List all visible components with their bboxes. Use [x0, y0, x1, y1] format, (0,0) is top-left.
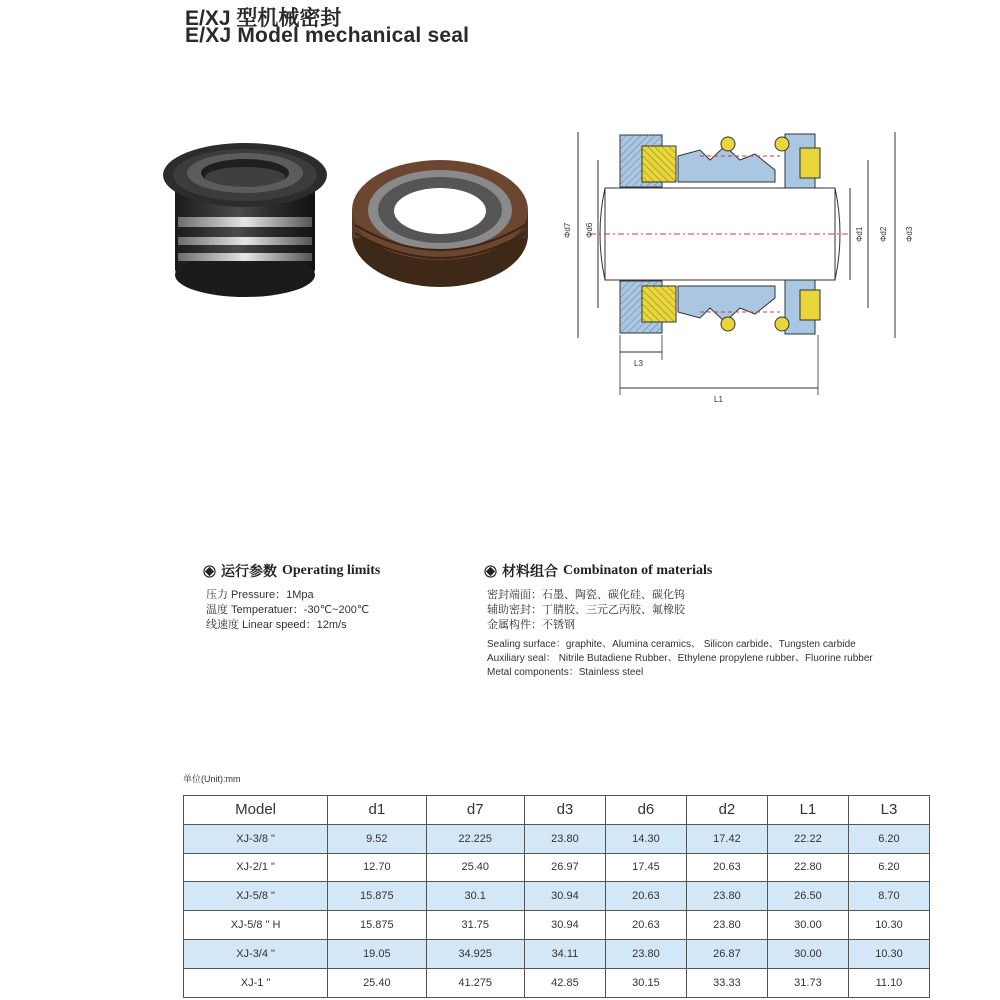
table-cell: XJ-5/8 " H	[184, 911, 328, 940]
table-row	[184, 882, 930, 911]
table-cell: 30.00	[767, 939, 848, 968]
table-cell: 9.52	[328, 824, 426, 853]
table-cell: 17.45	[605, 853, 686, 882]
table-cell: 30.00	[767, 911, 848, 940]
column-header: L1	[767, 796, 848, 825]
table-cell: 22.225	[426, 824, 524, 853]
spec-table	[183, 795, 930, 998]
materials-cn-line: 密封端面：石墨、陶瓷、碳化硅、碳化钨	[487, 589, 685, 601]
table-cell: XJ-1 "	[184, 968, 328, 997]
table-cell: 30.1	[426, 882, 524, 911]
table-cell: 10.30	[848, 939, 929, 968]
diamond-bullet-icon	[203, 565, 216, 578]
column-header: d3	[524, 796, 605, 825]
dim-label-d7: Φd7	[563, 222, 572, 238]
table-cell: 15.875	[328, 911, 426, 940]
table-cell: 12.70	[328, 853, 426, 882]
materials-en-line: Sealing surface：graphite、Alumina ceramics、 Silicon carbide、Tungsten carbide	[487, 639, 856, 650]
table-cell: 26.87	[686, 939, 767, 968]
table-cell: XJ-3/4 "	[184, 939, 328, 968]
table-cell: 42.85	[524, 968, 605, 997]
table-cell: 17.42	[686, 824, 767, 853]
table-cell: 25.40	[328, 968, 426, 997]
dim-label-d6: Φd6	[585, 222, 594, 238]
table-row	[184, 824, 930, 853]
table-cell: 10.30	[848, 911, 929, 940]
seal-seat-image	[352, 160, 528, 287]
unit-label: 单位(Unit):mm	[183, 774, 241, 784]
table-cell: 6.20	[848, 853, 929, 882]
dim-label-L1: L1	[714, 395, 723, 404]
table-cell: 34.925	[426, 939, 524, 968]
table-cell: 30.94	[524, 882, 605, 911]
table-cell: 14.30	[605, 824, 686, 853]
table-cell: 23.80	[524, 824, 605, 853]
column-header: L3	[848, 796, 929, 825]
column-header: d1	[328, 796, 426, 825]
operating-limits-heading	[203, 561, 380, 581]
page-title-en: E/XJ Model mechanical seal	[185, 24, 470, 47]
table-cell: 30.15	[605, 968, 686, 997]
operating-heading-cn: 运行参数	[221, 565, 277, 580]
materials-en-line: Auxiliary seal： Nitrile Butadiene Rubber、Ethylene propylene rubber、Fluorine rubber	[487, 653, 873, 664]
table-cell: 15.875	[328, 882, 426, 911]
materials-cn-line: 金属构件：不锈钢	[487, 619, 575, 631]
table-cell: 23.80	[686, 911, 767, 940]
column-header: d7	[426, 796, 524, 825]
operating-pressure: 压力 Pressure：1Mpa	[206, 589, 314, 601]
table-cell: 41.275	[426, 968, 524, 997]
table-cell: 23.80	[605, 939, 686, 968]
cross-section-drawing	[550, 120, 920, 410]
column-header: d6	[605, 796, 686, 825]
table-cell: 33.33	[686, 968, 767, 997]
operating-heading-en: Operating limits	[282, 563, 381, 578]
table-cell: 6.20	[848, 824, 929, 853]
table-cell: 31.75	[426, 911, 524, 940]
dim-label-d1: Φd1	[855, 226, 864, 242]
table-cell: 11.10	[848, 968, 929, 997]
table-cell: 20.63	[686, 853, 767, 882]
dim-label-L3: L3	[634, 359, 643, 368]
table-header-row	[184, 796, 930, 825]
table-cell: 8.70	[848, 882, 929, 911]
table-cell: XJ-3/8 "	[184, 824, 328, 853]
table-cell: 31.73	[767, 968, 848, 997]
materials-en-line: Metal components：Stainless steel	[487, 667, 644, 678]
table-cell: 26.97	[524, 853, 605, 882]
table-cell: XJ-2/1 "	[184, 853, 328, 882]
table-cell: 25.40	[426, 853, 524, 882]
materials-heading	[484, 561, 712, 581]
table-cell: 23.80	[686, 882, 767, 911]
operating-temperature: 温度 Temperatuer：-30℃~200℃	[206, 604, 370, 616]
table-cell: XJ-5/8 "	[184, 882, 328, 911]
dim-label-d2: Φd2	[879, 226, 888, 242]
table-cell: 19.05	[328, 939, 426, 968]
table-cell: 20.63	[605, 882, 686, 911]
product-photo	[150, 125, 530, 305]
table-cell: 20.63	[605, 911, 686, 940]
dim-label-d3: Φd3	[905, 226, 914, 242]
table-cell: 22.80	[767, 853, 848, 882]
column-header: Model	[184, 796, 328, 825]
table-row	[184, 911, 930, 940]
table-row	[184, 853, 930, 882]
materials-heading-en: Combinaton of materials	[563, 563, 713, 578]
table-cell: 26.50	[767, 882, 848, 911]
page-title-cn: E/XJ 型机械密封	[185, 7, 342, 30]
table-row	[184, 939, 930, 968]
operating-speed: 线速度 Linear speed：12m/s	[206, 619, 347, 631]
table-cell: 34.11	[524, 939, 605, 968]
materials-cn-line: 辅助密封：丁腈胶、三元乙丙胶、氟橡胶	[487, 604, 685, 616]
diamond-bullet-icon	[484, 565, 497, 578]
column-header: d2	[686, 796, 767, 825]
table-cell: 30.94	[524, 911, 605, 940]
table-cell: 22.22	[767, 824, 848, 853]
materials-heading-cn: 材料组合	[502, 565, 558, 580]
seal-head-image	[163, 143, 327, 297]
table-row	[184, 968, 930, 997]
